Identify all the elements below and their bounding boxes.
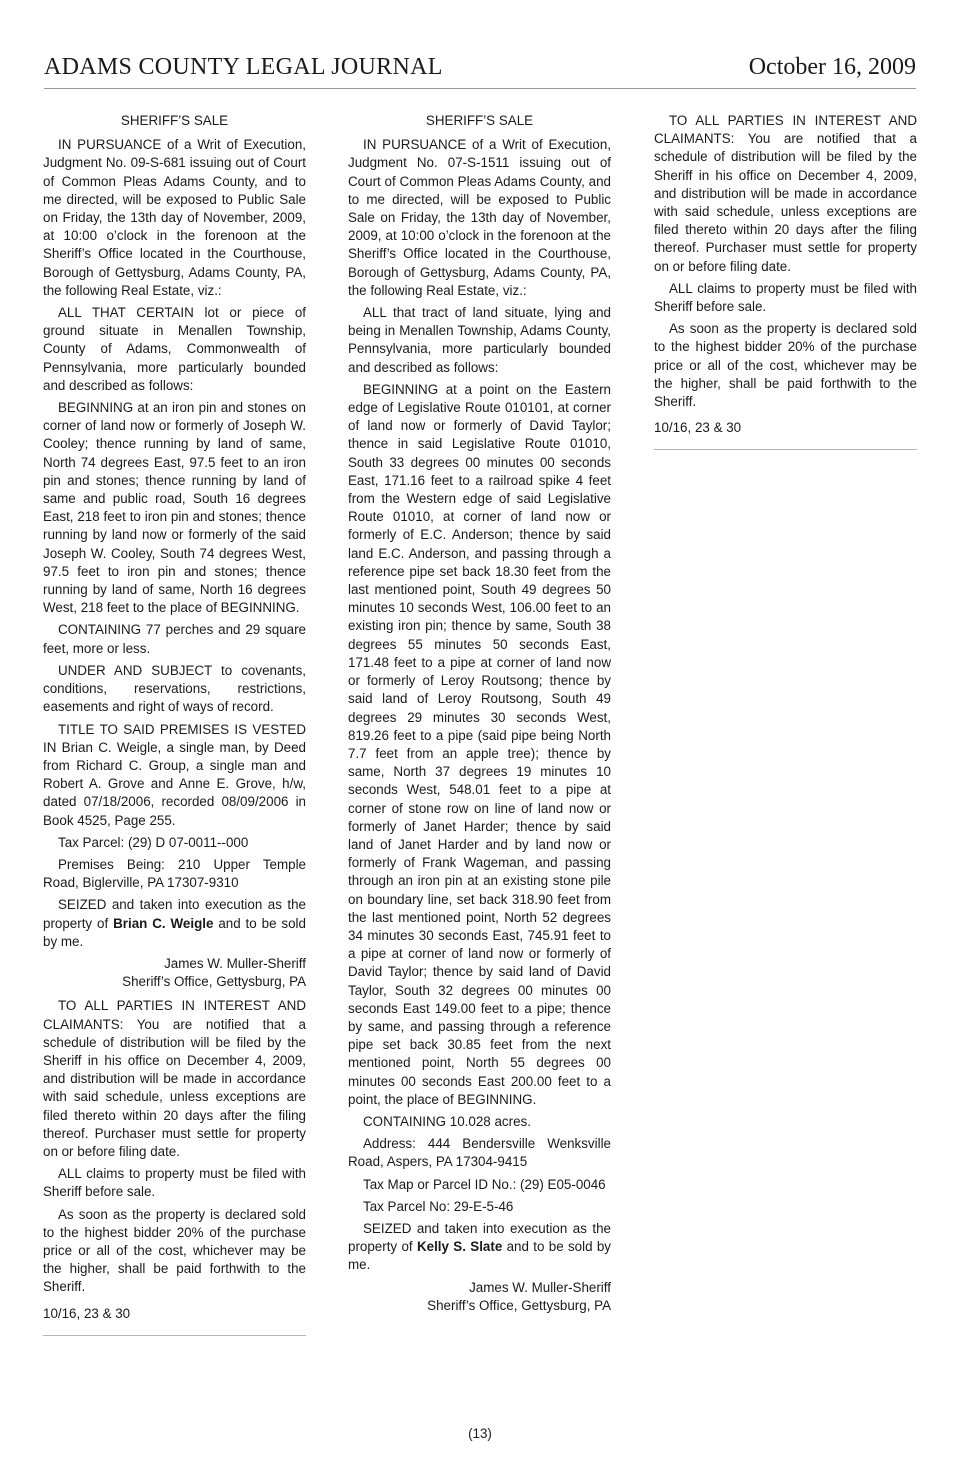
notice-paragraph: CONTAINING 10.028 acres. [363,1113,531,1129]
notice-paragraph: BEGINNING at a point on the Eastern edge of Legislative Route 010101, at corner of land now or formerly of David Taylor; thence in said Legislative Route 01010, South 33 degrees 00 minutes 00 seconds East, 171.16 feet to a railroad spike 4 feet from the Western edge of said Legislative Route 01010, at corner of land now or formerly of E.C. Anderson; thence by said land E.C. Anderson, and passing through a reference pipe set back 18.30 feet from the last mentioned point, South 49 degrees 50 minutes 10 seconds West, 106.00 feet to an existing iron pin; thence by same, South 38 degrees 55 minutes 50 seconds East, 171.48 feet to a pipe at corner of land now or formerly of Leroy Routsong; thence by said land of Leroy Routsong, South 49 degrees 29 minutes 30 seconds West, 819.26 feet to a pipe (said pipe being North 7.7 feet from an apple tree); thence by same, North 37 degrees 19 minutes 10 seconds West, 548.01 feet to a pipe at corner of stone row on line of land now or formerly of Janet Harder; thence by said land of Janet Harder and by land now or formerly of Frank Wageman, and passing through an iron pin at an existing stone pile on boundary line, set back 318.90 feet from the last mentioned point, North 52 degrees 34 minutes 30 seconds East, 745.91 feet to a pipe at corner of land now or formerly of David Taylor; thence by said land of David Taylor, South 32 degrees 00 minutes 00 seconds East 149.00 feet to a pipe; thence by same, and passing through a reference pipe set back 30.85 feet from the next mentioned point, North 55 degrees 00 minutes 00 seconds East 200.00 feet to a point, the place of BEGINNING. [348,381,611,1107]
seized-text: SEIZED and taken into execution as the property of [348,1220,611,1255]
issue-date: October 16, 2009 [748,54,916,80]
defendant-name: Kelly S. Slate [416,1239,503,1255]
divider [654,441,917,450]
notice-paragraph: As soon as the property is declared sold to the highest bidder 20% of the purchase price or all of the cost, whichever may be the higher, shall be paid forthwith to the Sheriff. [43,1206,306,1295]
notice-paragraph: TO ALL PARTIES IN INTEREST AND CLAIMANTS: You are notified that a schedule of distribution will be filed by the Sheriff in his office on December 4, 2009, and distribution will be made in accordance with said schedule, unless exceptions are filed thereto within 20 days after the filing thereof. Purchaser must settle for property on or before filing date. [43,998,306,1159]
seized-text: and to be sold by me. [43,915,306,949]
column-2 [348,112,611,1315]
notice-paragraph: UNDER AND SUBJECT to covenants, conditions, reservations, restrictions, easements and right of ways of record. [43,662,306,715]
seized-statement [348,1220,611,1275]
premises-address: Premises Being: 210 Upper Temple Road, Biglerville, PA 17307-9310 [43,856,306,891]
notice-paragraph: As soon as the property is declared sold to the highest bidder 20% of the purchase price or all of the cost, whichever may be the higher, shall be paid forthwith to the Sheriff. [654,321,917,410]
notice-paragraph: ALL that tract of land situate, lying and being in Menallen Township, Adams County, Pennsylvania, more particularly bounded and described as follows: [348,305,611,375]
notice-paragraph: TO ALL PARTIES IN INTEREST AND CLAIMANTS: You are notified that a schedule of distribution will be filed by the Sheriff in his office on December 4, 2009, and distribution will be made in accordance with said schedule, unless exceptions are filed thereto within 20 days after the filing thereof. Purchaser must settle for property on or before filing date. [654,113,917,274]
divider [43,1327,306,1336]
seized-text: SEIZED and taken into execution as the property of [43,897,306,931]
notice-paragraph: ALL claims to property must be filed with Sheriff before sale. [43,1166,306,1200]
premises-address: Address: 444 Bendersville Wenksville Road, Aspers, PA 17304-9415 [348,1136,611,1170]
notice-paragraph: ALL THAT CERTAIN lot or piece of ground situate in Menallen Township, County of Adams, Commonwealth of Pennsylvania, more particularly bounded and described as follows: [43,305,306,393]
seized-statement [43,896,306,951]
defendant-name: Brian C. Weigle [113,915,214,931]
journal-title: ADAMS COUNTY LEGAL JOURNAL [44,54,443,80]
tax-parcel: Tax Parcel: (29) D 07-0011--000 [58,834,249,850]
notice-paragraph: TITLE TO SAID PREMISES IS VESTED IN Brian C. Weigle, a single man, by Deed from Richard C. Group, a single man and Robert A. Grove and Anne E. Grove, h/w, dated 07/18/2006, recorded 08/09/2006 in Book 4525, Page 255. [43,721,306,828]
notice-heading: SHERIFF’S SALE [425,113,534,128]
sheriff-office: Sheriff’s Office, Gettysburg, PA [122,974,306,990]
sheriff-signature: James W. Muller-Sheriff [469,1279,611,1295]
notice-heading: SHERIFF’S SALE [120,113,229,128]
seized-text: and to be sold by me. [348,1239,611,1273]
sheriff-office: Sheriff’s Office, Gettysburg, PA [427,1297,611,1313]
sheriff-signature: James W. Muller-Sheriff [164,955,306,971]
notice-paragraph: BEGINNING at an iron pin and stones on corner of land now or formerly of Joseph W. Cooley; thence running by land of same, North 74 degrees East, 97.5 feet to an iron pin and stones; thence running by land of same and public road, South 16 degrees East, 218 feet to iron pin and stones; thence running by land now or formerly of the said Joseph W. Cooley, South 74 degrees West, 97.5 feet to iron pin and stones; thence running by land of same, North 16 degrees West, 218 feet to the place of BEGINNING. [43,400,306,616]
tax-parcel: Tax Parcel No: 29-E-5-46 [363,1198,514,1214]
publication-dates: 10/16, 23 & 30 [654,420,742,436]
column-3 [654,112,917,450]
notice-paragraph: ALL claims to property must be filed with Sheriff before sale. [654,280,917,315]
publication-dates: 10/16, 23 & 30 [43,1305,131,1321]
notice-paragraph: IN PURSUANCE of a Writ of Execution, Judgment No. 09-S-681 issuing out of Court of Common Pleas Adams County, and to me directed, will be exposed to Public Sale on Friday, the 13th day of November, 2009, at 10:00 o’clock in the forenoon at the Sheriff’s Office located in the Courthouse, Borough of Gettysburg, Adams County, PA, the following Real Estate, viz.: [43,137,306,298]
page-number: (13) [468,1426,492,1441]
notice-paragraph: IN PURSUANCE of a Writ of Execution, Judgment No. 07-S-1511 issuing out of Court of Common Pleas Adams County, and to me directed, will be exposed to Public Sale on Friday, the 13th day of November, 2009, at 10:00 o’clock in the forenoon at the Sheriff’s Office located in the Courthouse, Borough of Gettysburg, Adams County, PA, the following Real Estate, viz.: [348,137,611,298]
tax-map-id: Tax Map or Parcel ID No.: (29) E05-0046 [363,1176,606,1192]
notice-paragraph: CONTAINING 77 perches and 29 square feet, more or less. [43,622,306,656]
page-header [44,52,916,89]
column-1 [43,112,306,1336]
